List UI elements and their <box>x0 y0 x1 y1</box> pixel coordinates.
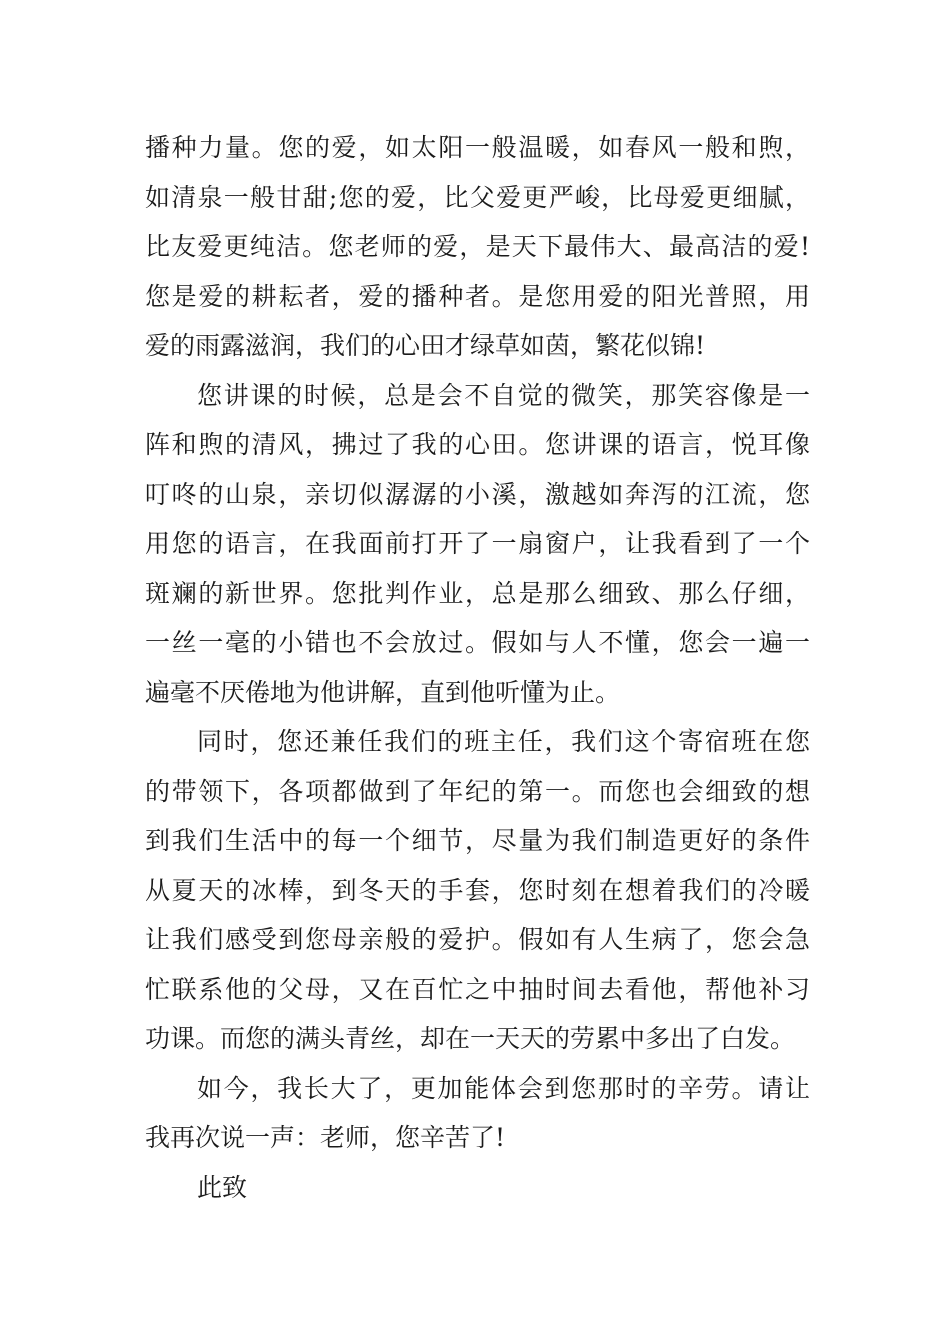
text-line: 如今，我长大了，更加能体会到您那时的辛劳。请让 <box>197 1073 810 1103</box>
text-line: 斑斓的新世界。您批判作业，总是那么细致、那么仔细， <box>145 578 810 608</box>
text-line: 叮咚的山泉，亲切似潺潺的小溪，激越如奔泻的江流，您 <box>145 479 810 509</box>
text-line: 如清泉一般甘甜;您的爱，比父爱更严峻，比母爱更细腻， <box>145 182 810 212</box>
paragraph-1 <box>145 123 810 371</box>
text-line: 我再次说一声：老师，您辛苦了! <box>145 1123 506 1152</box>
text-line: 一丝一毫的小错也不会放过。假如与人不懂，您会一遍一 <box>145 628 810 657</box>
text-line: 忙联系他的父母，又在百忙之中抽时间去看他，帮他补习 <box>145 974 810 1004</box>
text-line: 您是爱的耕耘者，爱的播种者。是您用爱的阳光普照，用 <box>145 281 810 311</box>
text-line: 让我们感受到您母亲般的爱护。假如有人生病了，您会急 <box>145 925 810 954</box>
text-line: 用您的语言，在我面前打开了一扇窗户，让我看到了一个 <box>145 529 810 558</box>
text-line: 的带领下，各项都做到了年纪的第一。而您也会细致的想 <box>145 776 810 806</box>
text-line: 到我们生活中的每一个细节，尽量为我们制造更好的条件 <box>145 826 810 855</box>
paragraph-4 <box>145 1064 810 1163</box>
text-line: 此致 <box>197 1172 248 1202</box>
text-line: 比友爱更纯洁。您老师的爱，是天下最伟大、最高洁的爱! <box>145 232 810 261</box>
text-line: 播种力量。您的爱，如太阳一般温暖，如春风一般和煦， <box>145 133 810 162</box>
text-line: 功课。而您的满头青丝，却在一天天的劳累中多出了白发。 <box>145 1024 796 1053</box>
text-line: 同时，您还兼任我们的班主任，我们这个寄宿班在您 <box>197 727 810 756</box>
text-line: 遍毫不厌倦地为他讲解，直到他听懂为止。 <box>145 677 621 707</box>
text-line: 爱的雨露滋润，我们的心田才绿草如茵，繁花似锦! <box>145 331 706 360</box>
letter-body <box>145 123 810 1212</box>
paragraph-2 <box>145 371 810 718</box>
text-line: 您讲课的时候，总是会不自觉的微笑，那笑容像是一 <box>197 380 810 410</box>
paragraph-3 <box>145 717 810 1064</box>
closing-salutation <box>145 1163 810 1213</box>
text-line: 从夏天的冰棒，到冬天的手套，您时刻在想着我们的冷暖 <box>145 875 810 905</box>
text-line: 阵和煦的清风，拂过了我的心田。您讲课的语言，悦耳像 <box>145 430 810 459</box>
